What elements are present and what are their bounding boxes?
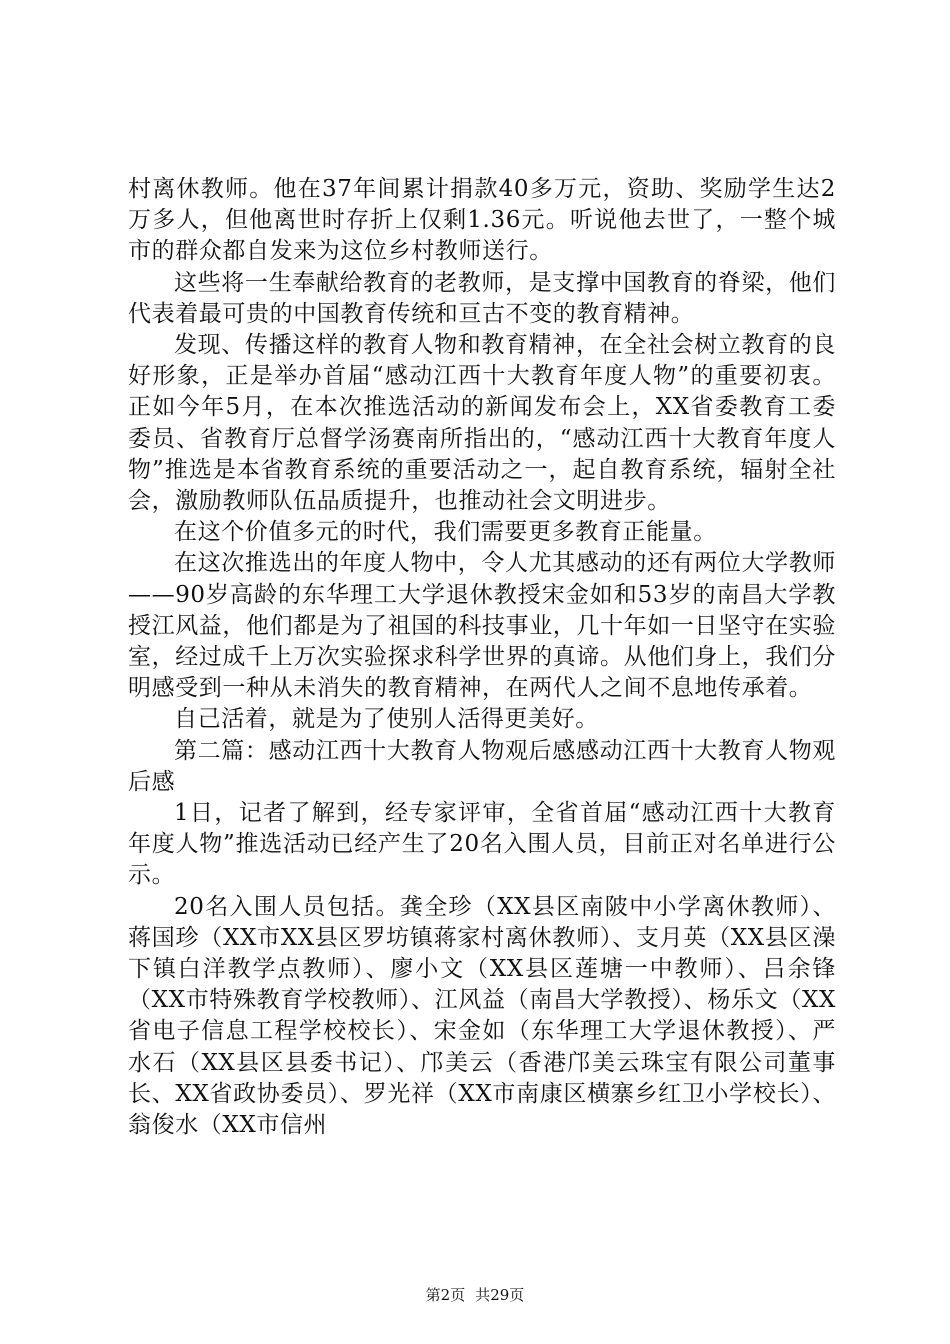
paragraph: 20名入围人员包括。龚全珍（XX县区南陂中小学离休教师）、蒋国珍（XX市XX县区罗坊镇蒋家村离休教师）、支月英（XX县区澡下镇白洋教学点教师）、廖小文（XX县区莲塘一中教师）、吕余锋（XX市特殊教育学校教师）、江风益（南昌大学教授）、杨乐文（XX省电子信息工程学校校长）、宋金如（东华理工大学退休教授）、严水石（XX县区县委书记）、邝美云（香港邝美云珠宝有限公司董事长、XX省政协委员）、罗光祥（XX市南康区横寨乡红卫小学校长）、翁俊水（XX市信州 <box>128 893 836 1139</box>
paragraph: 在这个价值多元的时代，我们需要更多教育正能量。 <box>174 519 717 546</box>
paragraph: 在这次推选出的年度人物中，令人尤其感动的还有两位大学教师——90岁高龄的东华理工大学退休教授宋金如和53岁的南昌大学教授江风益，他们都是为了祖国的科技事业，几十年如一日坚守在实验室，经过成千上万次实验探求科学世界的真谛。从他们身上，我们分明感受到一种从未消失的教育精神，在两代人之间不息地传承着。 <box>128 550 836 702</box>
paragraph: 村离休教师。他在37年间累计捐款40多万元，资助、奖励学生达2万多人，但他离世时存折上仅剩1.36元。听说他去世了，一整个城市的群众都自发来为这位乡村教师送行。 <box>128 176 836 265</box>
paragraph: 1日，记者了解到，经专家评审，全省首届“感动江西十大教育年度人物”推选活动已经产生了20名入围人员，目前正对名单进行公示。 <box>128 800 836 889</box>
paragraph: 这些将一生奉献给教育的老教师，是支撑中国教育的脊梁，他们代表着最可贵的中国教育传统和亘古不变的教育精神。 <box>128 269 836 327</box>
page-number: 第2页 <box>425 1286 466 1304</box>
page-total: 共29页 <box>475 1286 525 1304</box>
paragraph: 发现、传播这样的教育人物和教育精神，在全社会树立教育的良好形象，正是举办首届“感动江西十大教育年度人物”的重要初衷。正如今年5月，在本次推选活动的新闻发布会上，XX省委教育工委委员、省教育厅总督学汤赛南所指出的，“感动江西十大教育年度人物”推选是本省教育系统的重要活动之一，起自教育系统，辐射全社会，激励教师队伍品质提升，也推动社会文明进步。 <box>128 332 836 515</box>
page-footer <box>0 1284 950 1305</box>
section-heading: 第二篇：感动江西十大教育人物观后感感动江西十大教育人物观后感 <box>128 737 836 795</box>
document-body <box>128 174 836 1141</box>
paragraph: 自己活着，就是为了使别人活得更美好。 <box>174 706 599 733</box>
